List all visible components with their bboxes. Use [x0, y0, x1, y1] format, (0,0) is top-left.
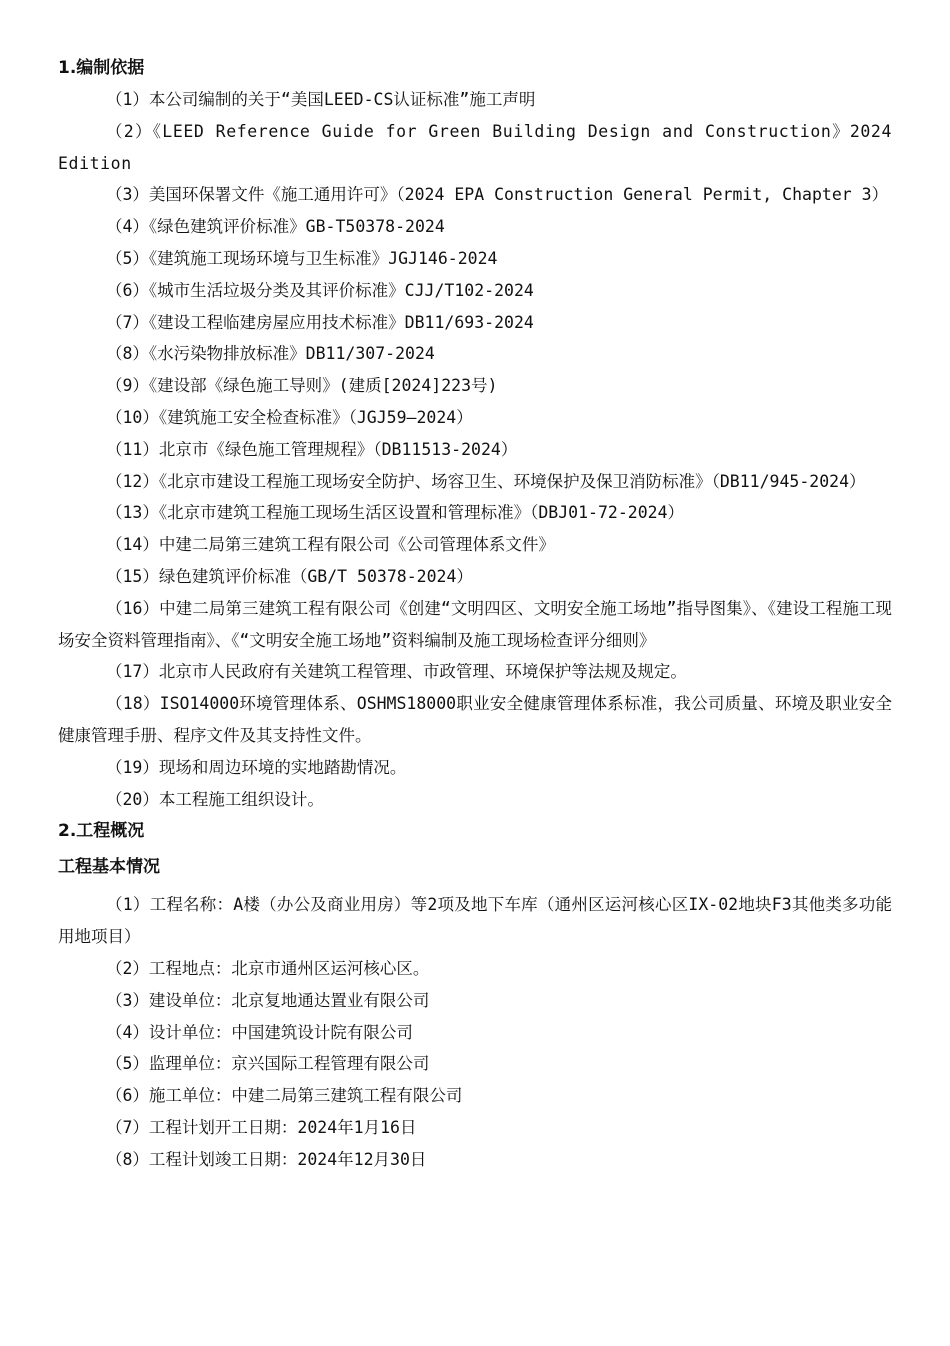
basis-item: （8）《水污染物排放标准》DB11/307-2024	[106, 344, 435, 364]
project-info-item: （8）工程计划竣工日期：2024年12月30日	[106, 1149, 427, 1169]
project-info-item: （7）工程计划开工日期：2024年1月16日	[106, 1117, 417, 1137]
basis-item: （5）《建筑施工现场环境与卫生标准》JGJ146-2024	[106, 248, 498, 268]
project-info-item: （4）设计单位：中国建筑设计院有限公司	[106, 1022, 413, 1042]
basis-item: （11）北京市《绿色施工管理规程》（DB11513-2024）	[106, 439, 518, 459]
project-info-item: （1）工程名称：A楼（办公及商业用房）等2项及地下车库（通州区运河核心区IX-02地块F3其他类多功能用地项目）	[58, 895, 892, 947]
basis-item: （16）中建二局第三建筑工程有限公司《创建“文明四区、文明安全施工场地”指导图集》、《建设工程施工现场安全资料管理指南》、《“文明安全施工场地”资料编制及施工现场检查评分细则》	[58, 598, 892, 650]
section-heading-basis: 1.编制依据	[58, 58, 145, 78]
basis-item: （14）中建二局第三建筑工程有限公司《公司管理体系文件》	[106, 535, 555, 555]
basis-item: （4）《绿色建筑评价标准》GB-T50378-2024	[106, 217, 445, 237]
basis-item: （20）本工程施工组织设计。	[106, 789, 324, 809]
project-info-item: （2）工程地点：北京市通州区运河核心区。	[106, 958, 430, 978]
basis-item: （9）《建设部《绿色施工导则》(建质[2024]223号)	[106, 376, 498, 396]
basis-list	[58, 84, 892, 815]
basis-item: （6）《城市生活垃圾分类及其评价标准》CJJ/T102-2024	[106, 280, 534, 300]
section-heading-overview: 2.工程概况	[58, 821, 145, 842]
project-info-list	[58, 889, 892, 1175]
basis-item: （15）绿色建筑评价标准（GB/T 50378-2024）	[106, 566, 473, 586]
basis-item: （13）《北京市建筑工程施工现场生活区设置和管理标准》（DBJ01-72-2024）	[106, 503, 685, 523]
basis-item: （10）《建筑施工安全检查标准》（JGJ59—2024）	[106, 407, 473, 427]
basis-item: （1）本公司编制的关于“美国LEED-CS认证标准”施工声明	[106, 90, 536, 109]
basis-item: （3）美国环保署文件《施工通用许可》（2024 EPA Construction General Permit, Chapter 3）	[106, 185, 889, 205]
subsection-heading-basic-info: 工程基本情况	[58, 857, 160, 878]
project-info-item: （5）监理单位：京兴国际工程管理有限公司	[106, 1054, 430, 1074]
project-info-item: （3）建设单位：北京复地通达置业有限公司	[106, 990, 430, 1010]
basis-item: （7）《建设工程临建房屋应用技术标准》DB11/693-2024	[106, 312, 534, 332]
basis-item: （12）《北京市建设工程施工现场安全防护、场容卫生、环境保护及保卫消防标准》（DB11/945-2024）	[106, 471, 866, 491]
project-info-item: （6）施工单位：中建二局第三建筑工程有限公司	[106, 1086, 463, 1106]
basis-item: （19）现场和周边环境的实地踏勘情况。	[106, 757, 407, 777]
basis-item: （2）《LEED Reference Guide for Green Building Design and Construction》2024 Edition	[58, 121, 892, 173]
basis-item: （18）ISO14000环境管理体系、OSHMS18000职业安全健康管理体系标准，我公司质量、环境及职业安全健康管理手册、程序文件及其支持性文件。	[58, 694, 892, 745]
basis-item: （17）北京市人民政府有关建筑工程管理、市政管理、环境保护等法规及规定。	[106, 662, 687, 682]
document-page	[58, 52, 892, 1176]
